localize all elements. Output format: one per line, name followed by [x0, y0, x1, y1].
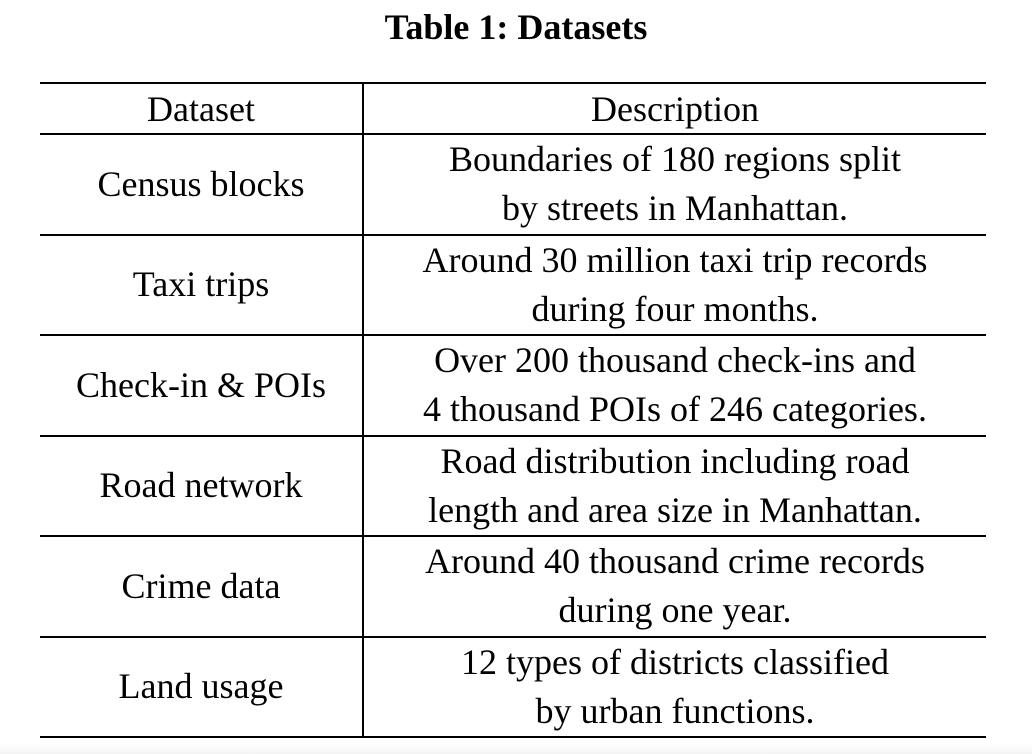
dataset-name-cell: Road network — [40, 436, 363, 537]
description-line: Over 200 thousand check-ins and — [434, 340, 916, 381]
description-line: Around 30 million taxi trip records — [422, 239, 928, 280]
datasets-table — [40, 82, 986, 738]
description-line: during one year. — [558, 590, 792, 631]
description-line: Around 40 thousand crime records — [425, 541, 925, 582]
table-row — [40, 335, 986, 436]
table-row — [40, 436, 986, 537]
dataset-name-cell: Check-in & POIs — [40, 335, 363, 436]
table-row — [40, 235, 986, 336]
table-row — [40, 134, 986, 235]
table-row — [40, 536, 986, 637]
description-cell — [363, 134, 986, 235]
description-line: Boundaries of 180 regions split — [449, 139, 901, 180]
column-header-description: Description — [363, 83, 986, 134]
description-cell — [363, 536, 986, 637]
table-header-row — [40, 83, 986, 134]
description-cell — [363, 335, 986, 436]
description-cell — [363, 436, 986, 537]
description-cell — [363, 637, 986, 738]
description-line: during four months. — [531, 288, 819, 329]
dataset-name-cell: Land usage — [40, 637, 363, 738]
description-line: by streets in Manhattan. — [502, 188, 848, 229]
description-cell — [363, 235, 986, 336]
column-header-dataset: Dataset — [40, 83, 363, 134]
description-line: Road distribution including road — [440, 440, 910, 481]
description-line: by urban functions. — [535, 690, 815, 731]
table-row — [40, 637, 986, 738]
description-line: 12 types of districts classified — [461, 641, 889, 682]
page-cutoff-edge — [0, 744, 1032, 754]
dataset-name-cell: Crime data — [40, 536, 363, 637]
description-line: 4 thousand POIs of 246 categories. — [423, 389, 927, 430]
table-caption: Table 1: Datasets — [384, 7, 648, 47]
dataset-name-cell: Census blocks — [40, 134, 363, 235]
description-line: length and area size in Manhattan. — [428, 489, 922, 530]
dataset-name-cell: Taxi trips — [40, 235, 363, 336]
